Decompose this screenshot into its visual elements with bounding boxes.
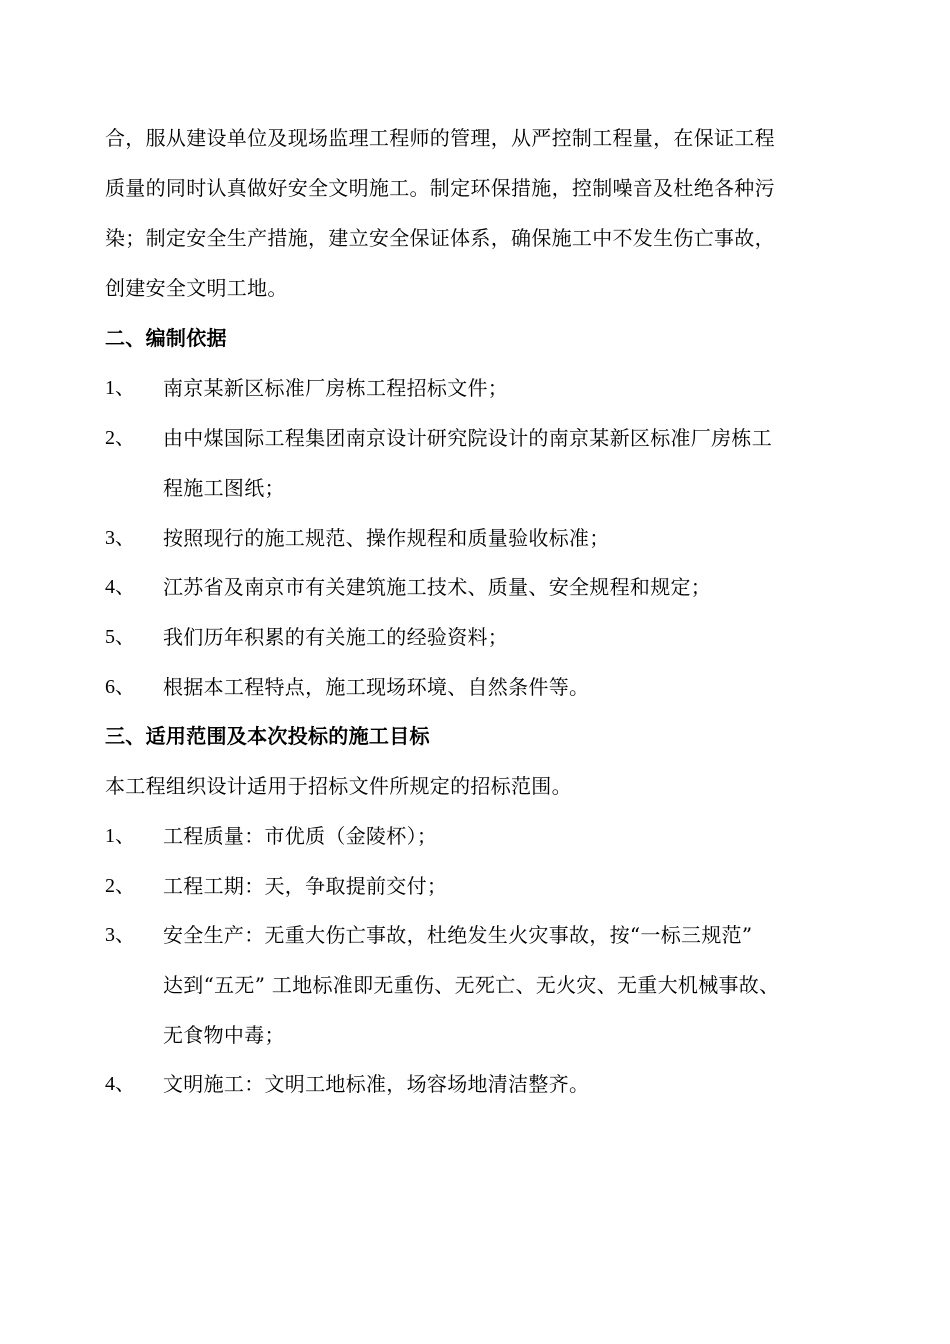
list-item-text: 工程工期：天，争取提前交付； xyxy=(163,874,448,898)
list-item-number: 3、 xyxy=(105,924,135,946)
list-item-text: 江苏省及南京市有关建筑施工技术、质量、安全规程和规定； xyxy=(163,575,712,599)
list-item-text: 南京某新区标准厂房栋工程招标文件； xyxy=(163,376,509,400)
list-item-number: 3、 xyxy=(105,527,135,549)
intro-line: 合，服从建设单位及现场监理工程师的管理，从严控制工程量，在保证工程 xyxy=(105,126,775,150)
intro-line: 创建安全文明工地。 xyxy=(105,276,288,300)
list-item-number: 6、 xyxy=(105,676,135,698)
list-item-text: 程施工图纸； xyxy=(163,476,285,500)
list-item-text: 文明施工：文明工地标准，场容场地清洁整齐。 xyxy=(163,1072,590,1096)
list-item-text: 安全生产：无重大伤亡事故，杜绝发生火灾事故，按“一标三规范” xyxy=(163,923,753,947)
list-item-number: 4、 xyxy=(105,576,135,598)
list-item-number: 5、 xyxy=(105,626,135,648)
list-item-number: 1、 xyxy=(105,377,135,399)
section-intro: 本工程组织设计适用于招标文件所规定的招标范围。 xyxy=(105,774,572,798)
section-heading: 三、适用范围及本次投标的施工目标 xyxy=(105,724,430,748)
list-item-number: 2、 xyxy=(105,875,135,897)
list-item-text: 按照现行的施工规范、操作规程和质量验收标准； xyxy=(163,526,610,550)
section-heading: 二、编制依据 xyxy=(105,326,227,350)
list-item-text: 我们历年积累的有关施工的经验资料； xyxy=(163,625,509,649)
list-item-text: 无食物中毒； xyxy=(163,1023,285,1047)
intro-line: 染；制定安全生产措施，建立安全保证体系，确保施工中不发生伤亡事故， xyxy=(105,226,775,250)
list-item-number: 2、 xyxy=(105,427,135,449)
list-item-number: 1、 xyxy=(105,825,135,847)
list-item-number: 4、 xyxy=(105,1073,135,1095)
intro-line: 质量的同时认真做好安全文明施工。制定环保措施，控制噪音及杜绝各种污 xyxy=(105,176,775,200)
list-item-text: 由中煤国际工程集团南京设计研究院设计的南京某新区标准厂房栋工 xyxy=(163,426,772,450)
list-item-text: 工程质量：市优质（金陵杯）； xyxy=(163,824,438,848)
list-item-text: 根据本工程特点，施工现场环境、自然条件等。 xyxy=(163,675,590,699)
list-item-text: 达到“五无” 工地标准即无重伤、无死亡、无火灾、无重大机械事故、 xyxy=(163,973,780,997)
